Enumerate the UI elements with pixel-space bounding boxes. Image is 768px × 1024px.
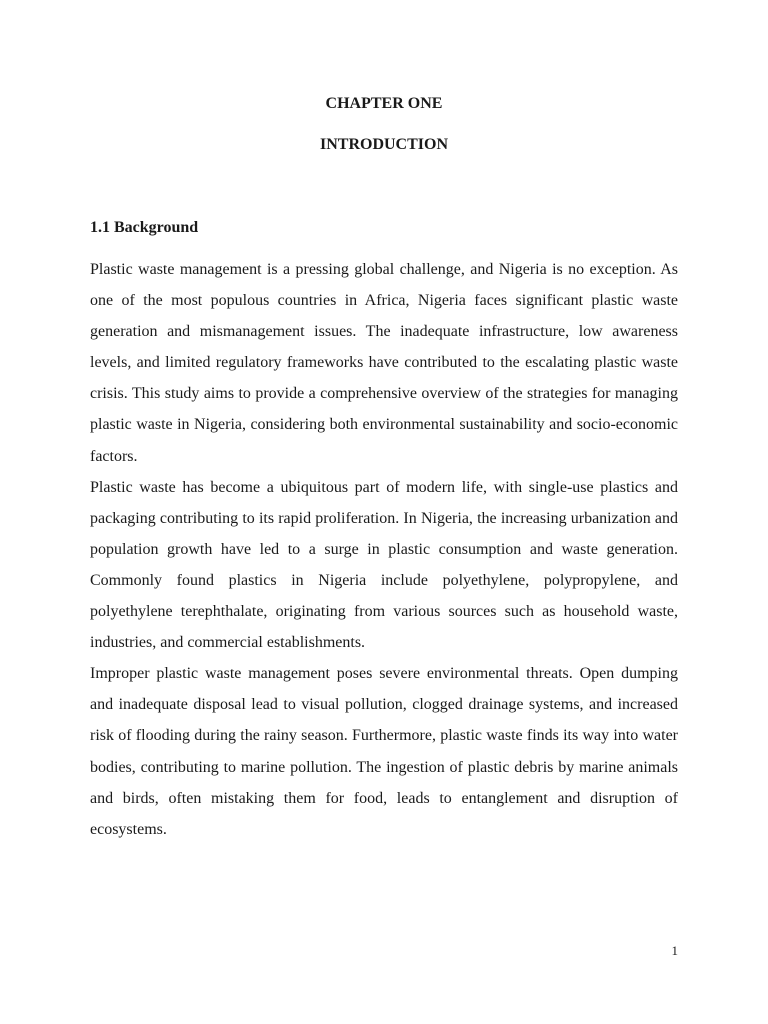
section-heading: 1.1 Background <box>90 219 199 236</box>
paragraph: Improper plastic waste management poses severe environmental threats. Open dumping and inadequate disposal lead to visual pollution, clogged drainage systems, and increased risk of flooding during the rainy season. Furthermore, plastic waste finds its way into water bodies, contributing to marine pollution. The ingestion of plastic debris by marine animals and birds, often mistaking them for food, leads to entanglement and disruption of ecosystems. <box>90 665 678 838</box>
page-number: 1 <box>671 943 678 958</box>
chapter-title: CHAPTER ONE <box>325 95 443 112</box>
paragraph: Plastic waste management is a pressing global challenge, and Nigeria is no exception. As one of the most populous countries in Africa, Nigeria faces significant plastic waste generation and mismanagement issues. The inadequate infrastructure, low awareness levels, and limited regulatory frameworks have contributed to the escalating plastic waste crisis. This study aims to provide a comprehensive overview of the strategies for managing plastic waste in Nigeria, considering both environmental sustainability and socio-economic factors. <box>90 261 678 465</box>
chapter-subtitle: INTRODUCTION <box>319 136 448 153</box>
paragraph: Plastic waste has become a ubiquitous part of modern life, with single-use plastics and packaging contributing to its rapid proliferation. In Nigeria, the increasing urbanization and population growth have led to a surge in plastic consumption and waste generation. Commonly found plastics in Nigeria include polyethylene, polypropylene, and polyethylene terephthalate, originating from various sources such as household waste, industries, and commercial establishments. <box>90 478 678 652</box>
body-text <box>90 254 678 845</box>
